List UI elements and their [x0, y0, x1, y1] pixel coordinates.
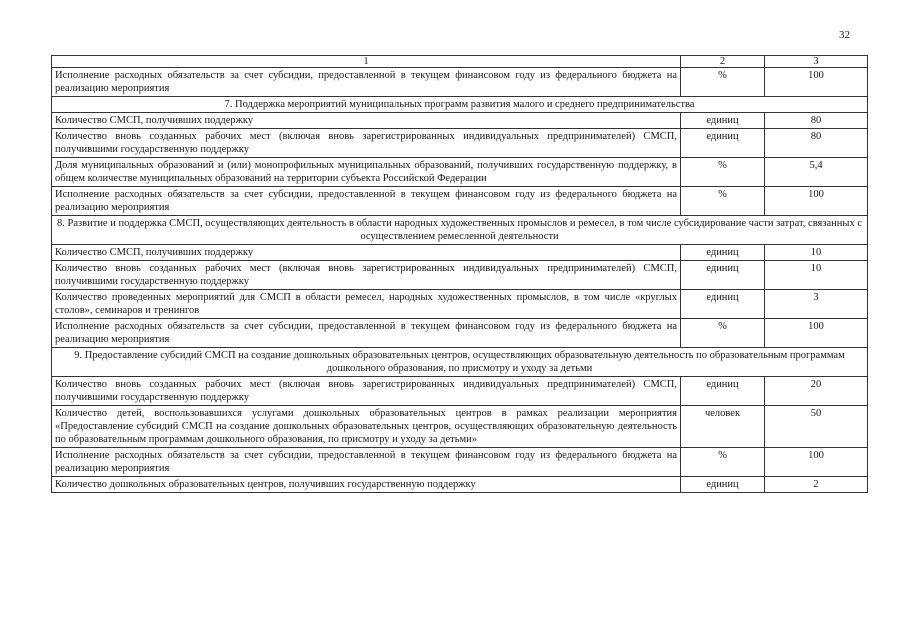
unit-cell: единиц	[681, 261, 765, 290]
page-number: 32	[839, 29, 850, 41]
table-row	[52, 319, 868, 348]
table-row	[52, 377, 868, 406]
value-cell: 100	[765, 187, 868, 216]
unit-cell: %	[681, 68, 765, 97]
table-row	[52, 187, 868, 216]
unit-cell: человек	[681, 406, 765, 448]
table-row	[52, 245, 868, 261]
table-row	[52, 406, 868, 448]
table-header-row	[52, 56, 868, 68]
indicator-cell: Количество вновь созданных рабочих мест (включая вновь зарегистрированных индивидуальных предпринимателей) СМСП, получившими государственную поддержку	[52, 261, 681, 290]
unit-cell: единиц	[681, 245, 765, 261]
table-row	[52, 158, 868, 187]
section-title: 8. Развитие и поддержка СМСП, осуществляющих деятельность в области народных художественных промыслов и ремесел, в том числе субсидирование части затрат, связанных с осуществлением ремесленной деятельности	[52, 216, 868, 245]
value-cell: 100	[765, 448, 868, 477]
value-cell: 50	[765, 406, 868, 448]
indicator-cell: Исполнение расходных обязательств за счет субсидии, предоставленной в текущем финансовом году из федерального бюджета на реализацию мероприятия	[52, 448, 681, 477]
indicator-cell: Количество СМСП, получивших поддержку	[52, 245, 681, 261]
unit-cell: единиц	[681, 113, 765, 129]
value-cell: 80	[765, 113, 868, 129]
unit-cell: %	[681, 187, 765, 216]
unit-cell: %	[681, 158, 765, 187]
indicator-cell: Исполнение расходных обязательств за счет субсидии, предоставленной в текущем финансовом году из федерального бюджета на реализацию мероприятия	[52, 68, 681, 97]
value-cell: 100	[765, 68, 868, 97]
section-title: 7. Поддержка мероприятий муниципальных программ развития малого и среднего предпринимательства	[52, 97, 868, 113]
table-row	[52, 261, 868, 290]
unit-cell: единиц	[681, 377, 765, 406]
indicator-cell: Доля муниципальных образований и (или) монопрофильных муниципальных образований, получивших государственную поддержку, в общем количестве муниципальных образований на территории субъекта Российской Федерации	[52, 158, 681, 187]
value-cell: 20	[765, 377, 868, 406]
table-row	[52, 68, 868, 97]
section-header-row	[52, 348, 868, 377]
indicator-cell: Количество детей, воспользовавшихся услугами дошкольных образовательных центров в рамках реализации мероприятия «Предоставление субсидий СМСП на создание дошкольных образовательных центров, осуществляющих образовательную деятельность по образовательным программам дошкольного образования, по присмотру и уходу за детьми»	[52, 406, 681, 448]
indicator-cell: Исполнение расходных обязательств за счет субсидии, предоставленной в текущем финансовом году из федерального бюджета на реализацию мероприятия	[52, 319, 681, 348]
table-row	[52, 129, 868, 158]
value-cell: 80	[765, 129, 868, 158]
section-header-row	[52, 97, 868, 113]
table-row	[52, 477, 868, 493]
value-cell: 5,4	[765, 158, 868, 187]
section-header-row	[52, 216, 868, 245]
table-row	[52, 448, 868, 477]
value-cell: 10	[765, 245, 868, 261]
unit-cell: %	[681, 448, 765, 477]
unit-cell: %	[681, 319, 765, 348]
indicators-table	[51, 55, 868, 493]
unit-cell: единиц	[681, 129, 765, 158]
table-row	[52, 113, 868, 129]
indicator-cell: Количество дошкольных образовательных центров, получивших государственную поддержку	[52, 477, 681, 493]
indicator-cell: Количество вновь созданных рабочих мест (включая вновь зарегистрированных индивидуальных предпринимателей) СМСП, получившими государственную поддержку	[52, 377, 681, 406]
value-cell: 3	[765, 290, 868, 319]
indicator-cell: Исполнение расходных обязательств за счет субсидии, предоставленной в текущем финансовом году из федерального бюджета на реализацию мероприятия	[52, 187, 681, 216]
indicator-cell: Количество СМСП, получивших поддержку	[52, 113, 681, 129]
header-col-2: 2	[681, 56, 765, 68]
indicators-table-body	[52, 56, 868, 493]
value-cell: 100	[765, 319, 868, 348]
header-col-1: 1	[52, 56, 681, 68]
value-cell: 2	[765, 477, 868, 493]
value-cell: 10	[765, 261, 868, 290]
indicator-cell: Количество вновь созданных рабочих мест (включая вновь зарегистрированных индивидуальных предпринимателей) СМСП, получившими государственную поддержку	[52, 129, 681, 158]
header-col-3: 3	[765, 56, 868, 68]
section-title: 9. Предоставление субсидий СМСП на создание дошкольных образовательных центров, осуществляющих образовательную деятельность по образовательным программам дошкольного образования, по присмотру и уходу за детьми	[52, 348, 868, 377]
table-row	[52, 290, 868, 319]
unit-cell: единиц	[681, 477, 765, 493]
unit-cell: единиц	[681, 290, 765, 319]
indicator-cell: Количество проведенных мероприятий для СМСП в области ремесел, народных художественных промыслов, в том числе «круглых столов», семинаров и тренингов	[52, 290, 681, 319]
